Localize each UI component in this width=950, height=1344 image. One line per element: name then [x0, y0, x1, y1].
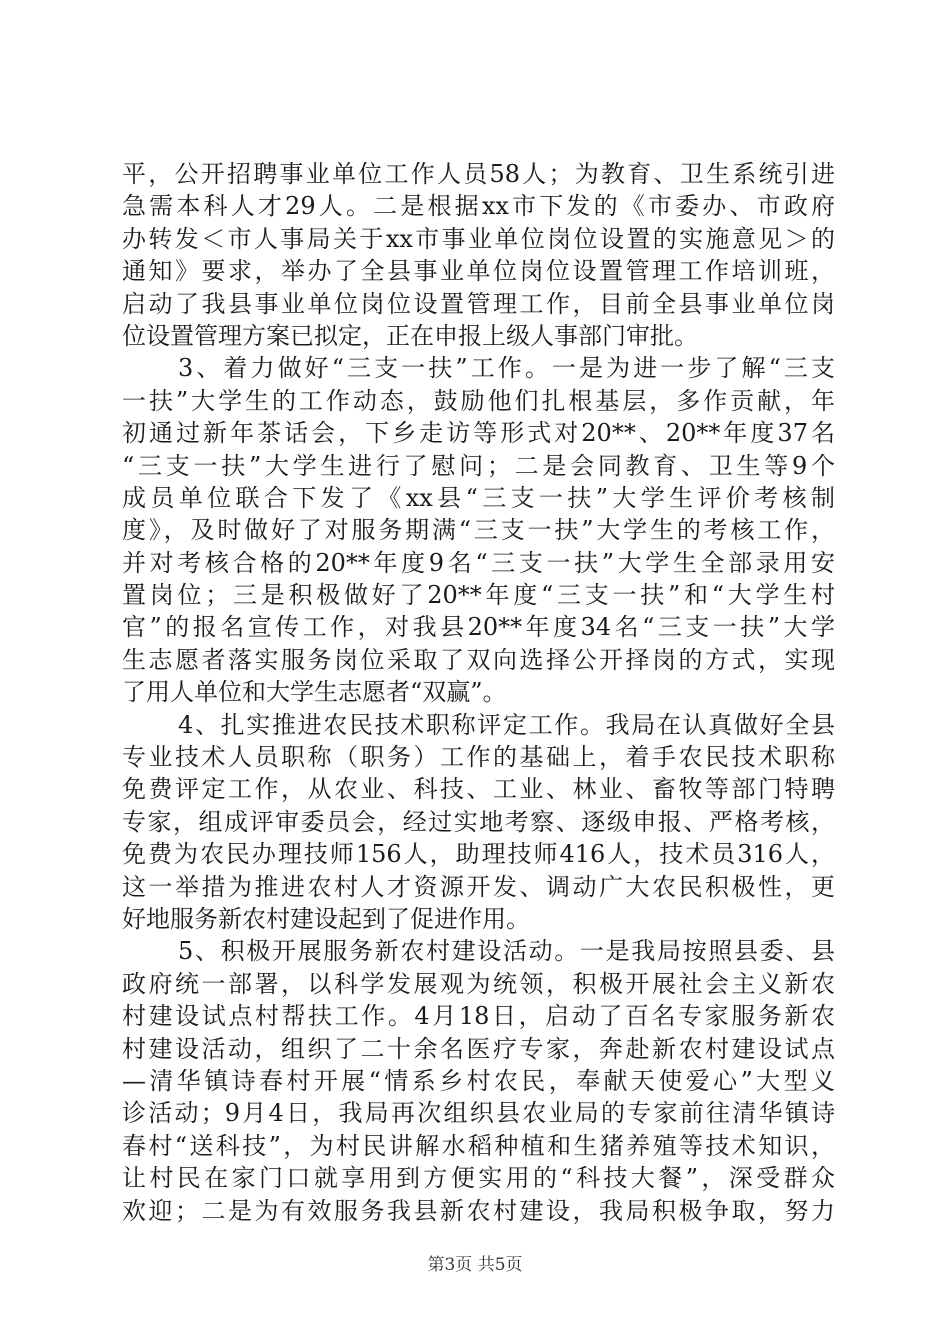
paragraph-first-line: 3、着力做好“三支一扶”工作。一是为进一步了解“三支: [178, 354, 835, 383]
text-line: 好地服务新农村建设起到了促进作用。: [122, 904, 530, 933]
text-line: “三支一扶”大学生进行了慰问；二是会同教育、卫生等9个: [122, 451, 835, 480]
text-line: 村建设活动，组织了二十余名医疗专家，奔赴新农村建设试点: [122, 1034, 835, 1063]
text-line: 办转发＜市人事局关于xx市事业单位岗位设置的实施意见＞的: [122, 224, 835, 253]
text-line: 政府统一部署，以科学发展观为统领，积极开展社会主义新农: [122, 969, 835, 998]
text-line: 免费评定工作，从农业、科技、工业、林业、畜牧等部门特聘: [122, 775, 835, 804]
text-line: 置岗位；三是积极做好了20**年度“三支一扶”和“大学生村: [122, 581, 835, 610]
text-line: —清华镇诗春村开展“情系乡村农民，奉献天使爱心”大型义: [122, 1066, 835, 1095]
text-line: 并对考核合格的20**年度9名“三支一扶”大学生全部录用安: [122, 548, 835, 577]
document-body: [122, 158, 835, 1227]
text-line: 欢迎；二是为有效服务我县新农村建设，我局积极争取，努力: [122, 1196, 835, 1225]
text-line: 让村民在家门口就享用到方便实用的“科技大餐”，深受群众: [122, 1164, 835, 1193]
text-line: 急需本科人才29人。二是根据xx市下发的《市委办、市政府: [122, 192, 835, 221]
paragraph-first-line: 4、扎实推进农民技术职称评定工作。我局在认真做好全县: [178, 710, 835, 739]
text-line: 免费为农民办理技师156人，助理技师416人，技术员316人，: [122, 840, 835, 869]
text-line: 生志愿者落实服务岗位采取了双向选择公开择岗的方式，实现: [122, 645, 835, 674]
text-line: 这一举措为推进农村人才资源开发、调动广大农民积极性，更: [122, 872, 835, 901]
paragraph-first-line: 5、积极开展服务新农村建设活动。一是我局按照县委、县: [178, 937, 835, 966]
text-line: 位设置管理方案已拟定，正在申报上级人事部门审批。: [122, 321, 698, 350]
text-line: 一扶”大学生的工作动态，鼓励他们扎根基层，多作贡献，年: [122, 386, 835, 415]
text-line: 了用人单位和大学生志愿者“双赢”。: [122, 678, 507, 707]
text-line: 度》，及时做好了对服务期满“三支一扶”大学生的考核工作，: [122, 516, 835, 545]
text-line: 诊活动；9月4日，我局再次组织县农业局的专家前往清华镇诗: [122, 1099, 835, 1128]
text-line: 初通过新年茶话会，下乡走访等形式对20**、20**年度37名: [122, 419, 835, 448]
page-footer: 第3页 共5页: [427, 1255, 523, 1275]
text-line: 专业技术人员职称（职务）工作的基础上，着手农民技术职称: [122, 743, 835, 772]
text-line: 专家，组成评审委员会，经过实地考察、逐级申报、严格考核，: [122, 807, 835, 836]
text-line: 春村“送科技”，为村民讲解水稻种植和生猪养殖等技术知识，: [122, 1131, 835, 1160]
text-line: 成员单位联合下发了《xx县“三支一扶”大学生评价考核制: [122, 483, 835, 512]
text-line: 官”的报名宣传工作，对我县20**年度34名“三支一扶”大学: [122, 613, 835, 642]
text-line: 通知》要求，举办了全县事业单位岗位设置管理工作培训班，: [122, 257, 835, 286]
text-line: 平，公开招聘事业单位工作人员58人；为教育、卫生系统引进: [122, 160, 835, 188]
text-line: 启动了我县事业单位岗位设置管理工作，目前全县事业单位岗: [122, 289, 835, 318]
text-line: 村建设试点村帮扶工作。4月18日，启动了百名专家服务新农: [122, 1002, 835, 1031]
